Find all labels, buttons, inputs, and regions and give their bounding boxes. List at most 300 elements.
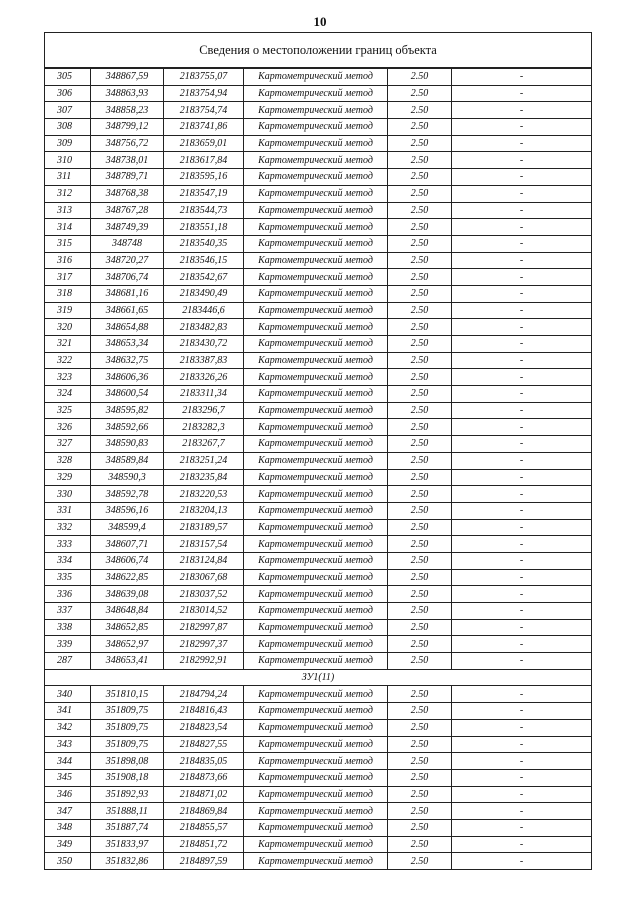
x-coordinate: 348590,3 [91,469,164,486]
subheader-row [45,669,592,686]
point-number: 323 [45,369,91,386]
table-row [45,269,592,286]
accuracy: 2.50 [388,769,452,786]
y-coordinate: 2183235,84 [164,469,244,486]
x-coordinate: 351887,74 [91,819,164,836]
description: - [452,736,592,753]
method: Картометрический метод [244,352,388,369]
method: Картометрический метод [244,85,388,102]
accuracy: 2.50 [388,252,452,269]
description: - [452,569,592,586]
x-coordinate: 348632,75 [91,352,164,369]
table-row [45,235,592,252]
accuracy: 2.50 [388,402,452,419]
table-row [45,285,592,302]
description: - [452,102,592,119]
y-coordinate: 2184816,43 [164,703,244,720]
method: Картометрический метод [244,853,388,870]
x-coordinate: 351832,86 [91,853,164,870]
method: Картометрический метод [244,336,388,353]
accuracy: 2.50 [388,636,452,653]
table-row [45,336,592,353]
accuracy: 2.50 [388,502,452,519]
description: - [452,386,592,403]
y-coordinate: 2183067,68 [164,569,244,586]
accuracy: 2.50 [388,352,452,369]
description: - [452,369,592,386]
accuracy: 2.50 [388,185,452,202]
method: Картометрический метод [244,135,388,152]
x-coordinate: 351809,75 [91,719,164,736]
y-coordinate: 2182997,37 [164,636,244,653]
x-coordinate: 348789,71 [91,169,164,186]
method: Картометрический метод [244,786,388,803]
method: Картометрический метод [244,536,388,553]
method: Картометрический метод [244,185,388,202]
y-coordinate: 2184794,24 [164,686,244,703]
table-row [45,469,592,486]
y-coordinate: 2183659,01 [164,135,244,152]
point-number: 326 [45,419,91,436]
method: Картометрический метод [244,753,388,770]
accuracy: 2.50 [388,419,452,436]
point-number: 320 [45,319,91,336]
point-number: 340 [45,686,91,703]
point-number: 305 [45,68,91,85]
table-row [45,169,592,186]
y-coordinate: 2183490,49 [164,285,244,302]
point-number: 318 [45,285,91,302]
table-row [45,419,592,436]
description: - [452,185,592,202]
description: - [452,352,592,369]
table-row [45,786,592,803]
y-coordinate: 2183754,74 [164,102,244,119]
method: Картометрический метод [244,169,388,186]
table-row [45,552,592,569]
table-row [45,302,592,319]
point-number: 310 [45,152,91,169]
accuracy: 2.50 [388,235,452,252]
description: - [452,169,592,186]
point-number: 309 [45,135,91,152]
point-number: 346 [45,786,91,803]
accuracy: 2.50 [388,703,452,720]
description: - [452,502,592,519]
x-coordinate: 351809,75 [91,736,164,753]
x-coordinate: 348720,27 [91,252,164,269]
table-row [45,486,592,503]
point-number: 321 [45,336,91,353]
description: - [452,319,592,336]
point-number: 322 [45,352,91,369]
point-number: 338 [45,619,91,636]
accuracy: 2.50 [388,536,452,553]
description: - [452,719,592,736]
accuracy: 2.50 [388,853,452,870]
description: - [452,152,592,169]
accuracy: 2.50 [388,169,452,186]
point-number: 330 [45,486,91,503]
y-coordinate: 2183540,35 [164,235,244,252]
y-coordinate: 2183542,67 [164,269,244,286]
table-row [45,769,592,786]
accuracy: 2.50 [388,686,452,703]
method: Картометрический метод [244,819,388,836]
x-coordinate: 351810,15 [91,686,164,703]
accuracy: 2.50 [388,336,452,353]
y-coordinate: 2183296,7 [164,402,244,419]
method: Картометрический метод [244,436,388,453]
table-row [45,135,592,152]
table-row [45,736,592,753]
method: Картометрический метод [244,653,388,670]
table-row [45,836,592,853]
y-coordinate: 2183267,7 [164,436,244,453]
x-coordinate: 351898,08 [91,753,164,770]
description: - [452,619,592,636]
accuracy: 2.50 [388,369,452,386]
description: - [452,68,592,85]
description: - [452,786,592,803]
x-coordinate: 348606,36 [91,369,164,386]
point-number: 348 [45,819,91,836]
accuracy: 2.50 [388,569,452,586]
point-number: 339 [45,636,91,653]
point-number: 325 [45,402,91,419]
table-row [45,369,592,386]
land-plot-label: ЗУ1(11) [45,669,592,686]
method: Картометрический метод [244,686,388,703]
point-number: 308 [45,119,91,136]
point-number: 344 [45,753,91,770]
description: - [452,285,592,302]
table-row [45,252,592,269]
description: - [452,252,592,269]
accuracy: 2.50 [388,219,452,236]
description: - [452,452,592,469]
y-coordinate: 2183387,83 [164,352,244,369]
point-number: 331 [45,502,91,519]
table-row [45,119,592,136]
y-coordinate: 2183755,07 [164,68,244,85]
method: Картометрический метод [244,469,388,486]
description: - [452,402,592,419]
coordinates-table-container [44,32,591,870]
description: - [452,469,592,486]
x-coordinate: 348858,23 [91,102,164,119]
point-number: 313 [45,202,91,219]
point-number: 349 [45,836,91,853]
table-row [45,536,592,553]
description: - [452,119,592,136]
y-coordinate: 2183220,53 [164,486,244,503]
accuracy: 2.50 [388,386,452,403]
table-row [45,636,592,653]
point-number: 336 [45,586,91,603]
accuracy: 2.50 [388,452,452,469]
point-number: 341 [45,703,91,720]
method: Картометрический метод [244,252,388,269]
accuracy: 2.50 [388,436,452,453]
method: Картометрический метод [244,519,388,536]
y-coordinate: 2183546,15 [164,252,244,269]
accuracy: 2.50 [388,269,452,286]
y-coordinate: 2182992,91 [164,653,244,670]
accuracy: 2.50 [388,836,452,853]
x-coordinate: 348661,65 [91,302,164,319]
method: Картометрический метод [244,486,388,503]
table-row [45,653,592,670]
table-row [45,519,592,536]
table-row [45,569,592,586]
accuracy: 2.50 [388,803,452,820]
accuracy: 2.50 [388,152,452,169]
method: Картометрический метод [244,636,388,653]
table-row [45,102,592,119]
method: Картометрический метод [244,619,388,636]
table-row [45,803,592,820]
y-coordinate: 2183547,19 [164,185,244,202]
table-row [45,819,592,836]
y-coordinate: 2183014,52 [164,603,244,620]
point-number: 328 [45,452,91,469]
page-number: 10 [313,14,327,29]
y-coordinate: 2182997,87 [164,619,244,636]
description: - [452,853,592,870]
table-row [45,352,592,369]
y-coordinate: 2183037,52 [164,586,244,603]
table-row [45,603,592,620]
description: - [452,552,592,569]
y-coordinate: 2183326,26 [164,369,244,386]
x-coordinate: 348749,39 [91,219,164,236]
method: Картометрический метод [244,302,388,319]
table-row [45,185,592,202]
point-number: 327 [45,436,91,453]
description: - [452,486,592,503]
accuracy: 2.50 [388,586,452,603]
point-number: 316 [45,252,91,269]
method: Картометрический метод [244,68,388,85]
table-row [45,219,592,236]
description: - [452,536,592,553]
accuracy: 2.50 [388,619,452,636]
point-number: 345 [45,769,91,786]
point-number: 347 [45,803,91,820]
y-coordinate: 2184851,72 [164,836,244,853]
method: Картометрический метод [244,152,388,169]
accuracy: 2.50 [388,653,452,670]
table-row [45,452,592,469]
y-coordinate: 2184855,57 [164,819,244,836]
method: Картометрический метод [244,703,388,720]
method: Картометрический метод [244,603,388,620]
point-number: 329 [45,469,91,486]
x-coordinate: 348681,16 [91,285,164,302]
x-coordinate: 348596,16 [91,502,164,519]
table-row [45,619,592,636]
method: Картометрический метод [244,769,388,786]
x-coordinate: 348606,74 [91,552,164,569]
y-coordinate: 2184869,84 [164,803,244,820]
description: - [452,302,592,319]
y-coordinate: 2183617,84 [164,152,244,169]
x-coordinate: 348622,85 [91,569,164,586]
y-coordinate: 2183754,94 [164,85,244,102]
section-title-row [45,33,592,69]
x-coordinate: 348706,74 [91,269,164,286]
x-coordinate: 348652,97 [91,636,164,653]
point-number: 350 [45,853,91,870]
x-coordinate: 348867,59 [91,68,164,85]
description: - [452,235,592,252]
method: Картометрический метод [244,736,388,753]
x-coordinate: 351888,11 [91,803,164,820]
x-coordinate: 348748 [91,235,164,252]
y-coordinate: 2184823,54 [164,719,244,736]
description: - [452,336,592,353]
description: - [452,419,592,436]
y-coordinate: 2184827,55 [164,736,244,753]
accuracy: 2.50 [388,469,452,486]
description: - [452,85,592,102]
description: - [452,219,592,236]
y-coordinate: 2184897,59 [164,853,244,870]
x-coordinate: 348648,84 [91,603,164,620]
point-number: 324 [45,386,91,403]
y-coordinate: 2183311,34 [164,386,244,403]
method: Картометрический метод [244,369,388,386]
x-coordinate: 351833,97 [91,836,164,853]
point-number: 334 [45,552,91,569]
description: - [452,753,592,770]
method: Картометрический метод [244,552,388,569]
description: - [452,803,592,820]
y-coordinate: 2183189,57 [164,519,244,536]
y-coordinate: 2183282,3 [164,419,244,436]
point-number: 314 [45,219,91,236]
accuracy: 2.50 [388,786,452,803]
point-number: 307 [45,102,91,119]
accuracy: 2.50 [388,552,452,569]
description: - [452,653,592,670]
point-number: 306 [45,85,91,102]
y-coordinate: 2183430,72 [164,336,244,353]
table-row [45,719,592,736]
x-coordinate: 348738,01 [91,152,164,169]
method: Картометрический метод [244,202,388,219]
accuracy: 2.50 [388,819,452,836]
table-row [45,68,592,85]
accuracy: 2.50 [388,102,452,119]
method: Картометрический метод [244,119,388,136]
x-coordinate: 348863,93 [91,85,164,102]
table-row [45,319,592,336]
x-coordinate: 348799,12 [91,119,164,136]
x-coordinate: 348653,34 [91,336,164,353]
description: - [452,636,592,653]
accuracy: 2.50 [388,302,452,319]
y-coordinate: 2184871,02 [164,786,244,803]
accuracy: 2.50 [388,68,452,85]
description: - [452,686,592,703]
table-row [45,703,592,720]
description: - [452,269,592,286]
accuracy: 2.50 [388,285,452,302]
y-coordinate: 2183595,16 [164,169,244,186]
y-coordinate: 2183482,83 [164,319,244,336]
method: Картометрический метод [244,586,388,603]
section-title: Сведения о местоположении границ объекта [45,33,592,69]
method: Картометрический метод [244,285,388,302]
y-coordinate: 2183251,24 [164,452,244,469]
y-coordinate: 2183551,18 [164,219,244,236]
x-coordinate: 348767,28 [91,202,164,219]
y-coordinate: 2184873,66 [164,769,244,786]
method: Картометрический метод [244,219,388,236]
x-coordinate: 351908,18 [91,769,164,786]
description: - [452,586,592,603]
x-coordinate: 348592,66 [91,419,164,436]
method: Картометрический метод [244,419,388,436]
table-row [45,85,592,102]
table-row [45,586,592,603]
x-coordinate: 348652,85 [91,619,164,636]
method: Картометрический метод [244,319,388,336]
description: - [452,819,592,836]
point-number: 332 [45,519,91,536]
method: Картометрический метод [244,235,388,252]
table-row [45,202,592,219]
x-coordinate: 348607,71 [91,536,164,553]
accuracy: 2.50 [388,119,452,136]
accuracy: 2.50 [388,753,452,770]
y-coordinate: 2183157,54 [164,536,244,553]
x-coordinate: 348590,83 [91,436,164,453]
x-coordinate: 348589,84 [91,452,164,469]
table-row [45,753,592,770]
x-coordinate: 348592,78 [91,486,164,503]
point-number: 337 [45,603,91,620]
accuracy: 2.50 [388,319,452,336]
table-row [45,402,592,419]
point-number: 335 [45,569,91,586]
table-row [45,386,592,403]
description: - [452,135,592,152]
point-number: 342 [45,719,91,736]
x-coordinate: 348653,41 [91,653,164,670]
table-row [45,152,592,169]
point-number: 317 [45,269,91,286]
accuracy: 2.50 [388,719,452,736]
method: Картометрический метод [244,569,388,586]
method: Картометрический метод [244,386,388,403]
method: Картометрический метод [244,269,388,286]
accuracy: 2.50 [388,486,452,503]
coordinates-table [44,32,592,870]
x-coordinate: 348756,72 [91,135,164,152]
accuracy: 2.50 [388,736,452,753]
method: Картометрический метод [244,102,388,119]
description: - [452,836,592,853]
description: - [452,703,592,720]
table-row [45,436,592,453]
point-number: 343 [45,736,91,753]
method: Картометрический метод [244,402,388,419]
x-coordinate: 348654,88 [91,319,164,336]
description: - [452,519,592,536]
